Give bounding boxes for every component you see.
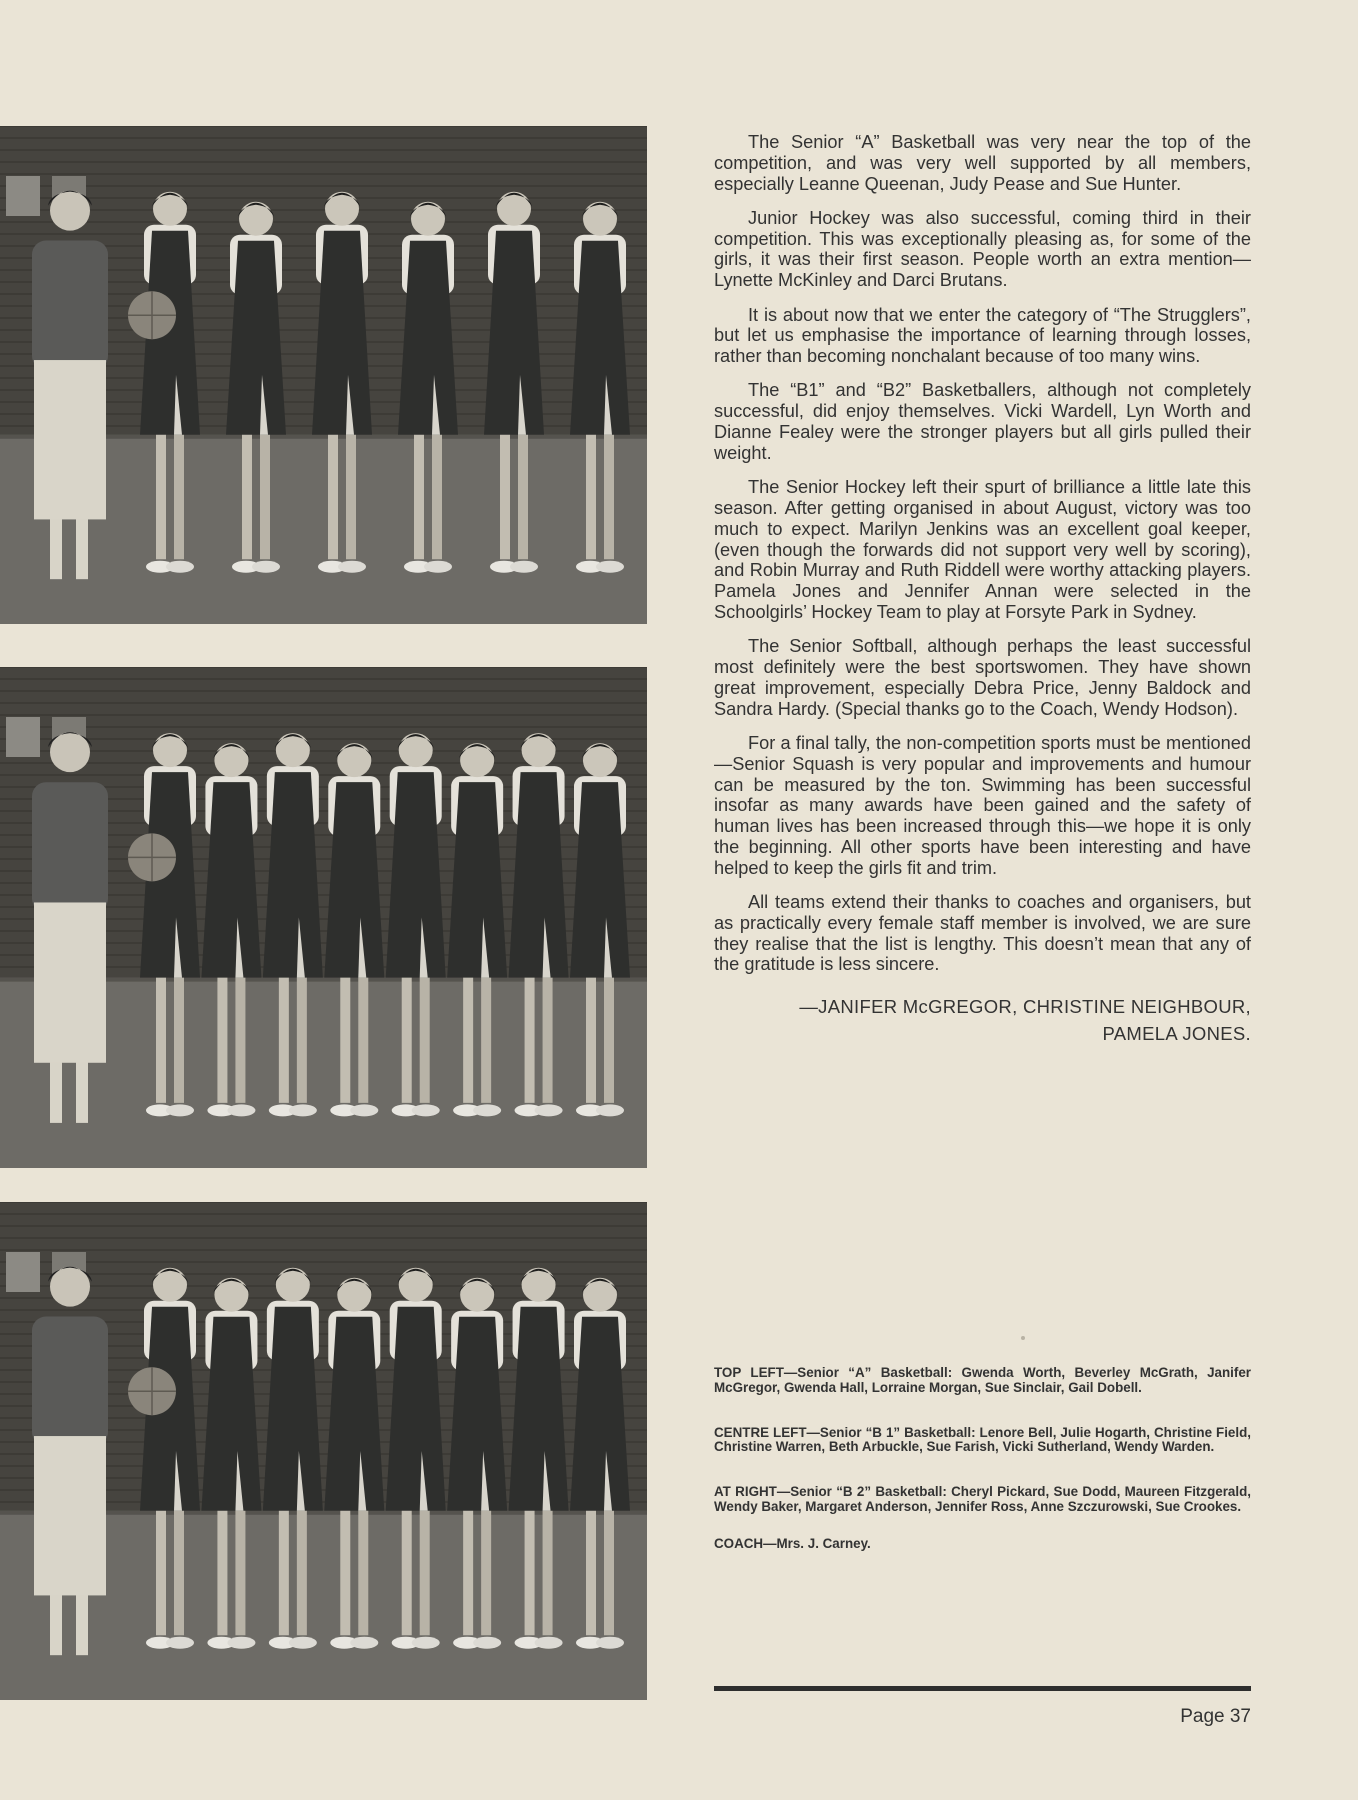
caption-centre-left: CENTRE LEFT—Senior “B 1” Basketball: Lenore Bell, Julie Hogarth, Christine Field, Christine Warren, Beth Arbuckle, Sue Farish, Vicki Sutherland, Wendy Warden. xyxy=(714,1424,1251,1455)
team-photo-bottom xyxy=(0,1202,647,1700)
team-photo-centre xyxy=(0,667,647,1168)
article-paragraph: Junior Hockey was also successful, coming third in their competition. This was exceptionally pleasing as, for some of the girls, it was their first season. People worth an extra mention—Lynette McKinley and Darci Brutans. xyxy=(714,207,1251,291)
article-paragraph: The “B1” and “B2” Basketballers, although not completely successful, did enjoy themselves. Vicki Wardell, Lyn Worth and Dianne Fealey were the stronger players but all girls pulled their weight. xyxy=(714,380,1251,463)
author-signature xyxy=(714,993,1251,1047)
decorative-dot xyxy=(1021,1336,1025,1340)
article-paragraph: The Senior Softball, although perhaps the least successful most definitely were the best sportswomen. They have shown great improvement, especially Debra Price, Jenny Baldock and Sandra Hardy. (Special thanks go to the Coach, Wendy Hodson). xyxy=(714,636,1251,719)
caption-top-left: TOP LEFT—Senior “A” Basketball: Gwenda Worth, Beverley McGrath, Janifer McGregor, Gwenda Hall, Lorraine Morgan, Sue Sinclair, Gail Dobell. xyxy=(714,1365,1251,1395)
article-paragraph: All teams extend their thanks to coaches and organisers, but as practically every female staff member is involved, we are sure they realise that the list is lengthy. This doesn’t mean that any of the gratitude is less sincere. xyxy=(714,892,1251,975)
article-paragraph: The Senior Hockey left their spurt of brilliance a little late this season. After getting organised in about August, victory was too much to expect. Marilyn Jenkins was an excellent goal keeper, (even though the forwards did not support very well by scoring), and Robin Murray and Ruth Riddell were worthy attacking players. Pamela Jones and Jennifer Annan were selected in the Schoolgirls’ Hockey Team to play at Forsyte Park in Sydney. xyxy=(714,477,1251,622)
article-paragraph: For a final tally, the non-competition sports must be mentioned—Senior Squash is very popular and improvements and humour can be measured by the ton. Swimming has been successful insofar as many awards have been gained and the safety of human lives has been increased through this—we hope it is only the beginning. All other sports have been interesting and have helped to keep the girls fit and trim. xyxy=(714,732,1251,878)
article-paragraph: It is about now that we enter the category of “The Strugglers”, but let us emphasise the importance of learning through losses, rather than becoming nonchalant because of too many wins. xyxy=(714,304,1251,367)
footer-rule xyxy=(714,1686,1251,1691)
team-photo-top xyxy=(0,126,647,624)
page-number: Page 37 xyxy=(1180,1706,1251,1727)
signature-line: PAMELA JONES. xyxy=(1102,1023,1251,1045)
article-body xyxy=(714,132,1251,1047)
caption-at-right: AT RIGHT—Senior “B 2” Basketball: Cheryl Pickard, Sue Dodd, Maureen Fitzgerald, Wendy Baker, Margaret Anderson, Jennifer Ross, Anne Szczurowski, Sue Crookes. xyxy=(714,1484,1251,1514)
photo-drawing xyxy=(0,667,647,1168)
photo-drawing xyxy=(0,1202,647,1700)
caption-coach: COACH—Mrs. J. Carney. xyxy=(714,1535,871,1551)
photo-captions xyxy=(714,1366,1251,1582)
article-paragraph: The Senior “A” Basketball was very near the top of the competition, and was very well supported by all members, especially Leanne Queenan, Judy Pease and Sue Hunter. xyxy=(714,132,1251,194)
photo-drawing xyxy=(0,126,647,624)
signature-line: —JANIFER McGREGOR, CHRISTINE NEIGHBOUR, xyxy=(799,996,1251,1018)
